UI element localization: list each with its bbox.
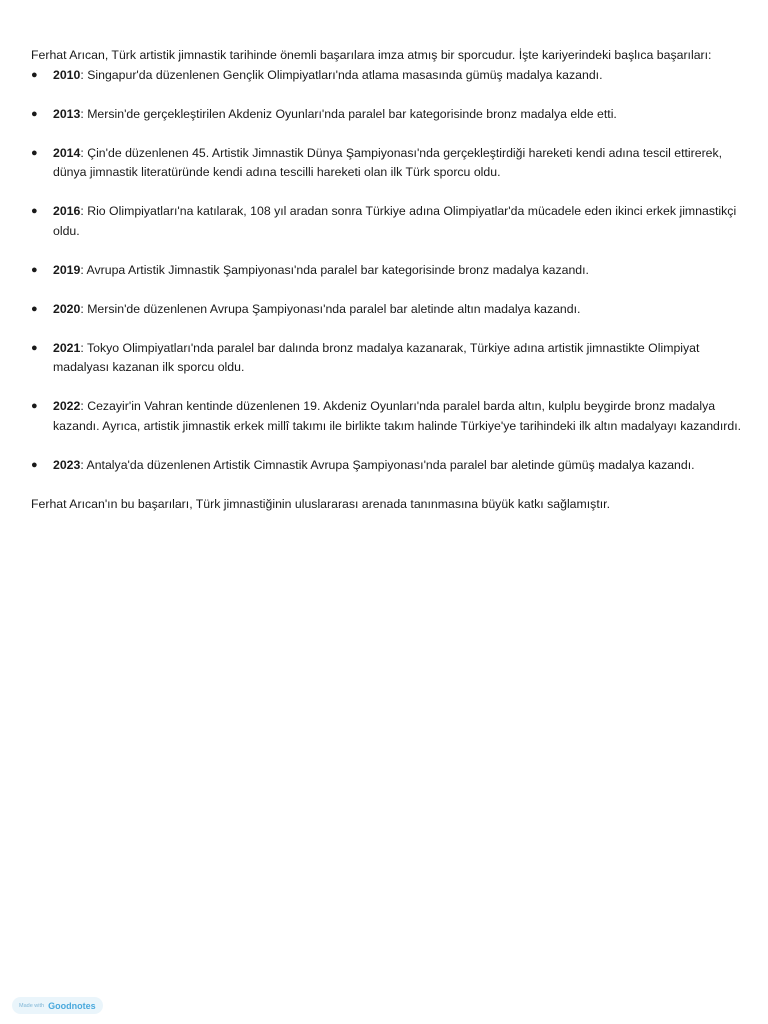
achievement-text: : Rio Olimpiyatları'na katılarak, 108 yıl aradan sonra Türkiye adına Olimpiyatlar'da mücadele eden ikinci erkek jimnastikçi oldu.	[53, 204, 737, 238]
bullet-icon: ●	[31, 302, 38, 315]
achievement-text: : Singapur'da düzenlenen Gençlik Olimpiyatları'nda atlama masasında gümüş madalya kazandı.	[80, 67, 603, 82]
bullet-icon: ●	[31, 458, 38, 471]
achievement-item-2022	[31, 397, 743, 436]
made-with-goodnotes-badge	[12, 997, 103, 1014]
bullet-icon: ●	[31, 205, 38, 217]
achievement-text: : Antalya'da düzenlenen Artistik Cimnastik Avrupa Şampiyonası'nda paralel bar aletinde gümüş madalya kazandı.	[80, 457, 695, 472]
bullet-icon: ●	[31, 263, 38, 276]
bullet-icon: ●	[31, 68, 38, 81]
document-page	[31, 46, 743, 514]
bullet-icon: ●	[31, 341, 38, 354]
achievement-text: : Cezayir'in Vahran kentinde düzenlenen 19. Akdeniz Oyunları'nda paralel barda altın, kulplu beygirde bronz madalya kazandı. Ayrıca, artistik jimnastik erkek millî takımı ile birlikte takım halinde Türkiye'ye tarihindeki ilk altın madalyayı kazandırdı.	[53, 399, 742, 433]
achievement-year: 2014	[53, 145, 81, 160]
achievement-text: : Tokyo Olimpiyatları'nda paralel bar dalında bronz madalya kazanarak, Türkiye adına artistik jimnastikte Olimpiyat madalyası kazanan ilk sporcu oldu.	[53, 340, 700, 374]
achievement-item-2019	[31, 261, 743, 281]
achievement-item-2016	[31, 202, 743, 241]
badge-made-with-label: Made with	[19, 1002, 45, 1009]
achievement-text: : Avrupa Artistik Jimnastik Şampiyonası'nda paralel bar kategorisinde bronz madalya kazandı.	[80, 262, 589, 277]
achievement-text: : Mersin'de gerçekleştirilen Akdeniz Oyunları'nda paralel bar kategorisinde bronz madalya elde etti.	[80, 106, 617, 121]
bullet-icon: ●	[31, 107, 38, 120]
goodnotes-logo: Goodnotes	[48, 1000, 96, 1011]
achievement-item-2021	[31, 339, 743, 378]
intro-paragraph: Ferhat Arıcan, Türk artistik jimnastik tarihinde önemli başarılara imza atmış bir sporcudur. İşte kariyerindeki başlıca başarıları:	[31, 48, 712, 62]
achievement-text: : Çin'de düzenlenen 45. Artistik Jimnastik Dünya Şampiyonası'nda gerçekleştirdiği hareketi kendi adına tescil ettirerek, dünya jimnastik literatüründe kendi adına tescilli hareketi olan ilk Türk sporcu oldu.	[53, 145, 723, 179]
achievement-year: 2013	[53, 106, 81, 121]
achievement-item-2013	[31, 105, 743, 125]
bullet-icon: ●	[31, 400, 38, 412]
achievement-item-2020	[31, 300, 743, 320]
achievement-year: 2021	[53, 340, 81, 355]
achievement-year: 2019	[53, 262, 81, 277]
achievement-item-2014	[31, 144, 743, 183]
achievement-year: 2023	[53, 457, 81, 472]
bullet-icon: ●	[31, 146, 38, 159]
achievement-year: 2010	[53, 67, 81, 82]
achievement-item-2023	[31, 456, 743, 476]
closing-paragraph: Ferhat Arıcan'ın bu başarıları, Türk jimnastiğinin uluslararası arenada tanınmasına büyük katkı sağlamıştır.	[31, 496, 610, 511]
achievement-year: 2022	[53, 399, 81, 413]
achievement-year: 2016	[53, 204, 81, 218]
achievements-list	[31, 66, 743, 476]
achievement-text: : Mersin'de düzenlenen Avrupa Şampiyonası'nda paralel bar aletinde altın madalya kazandı.	[80, 301, 581, 316]
achievement-item-2010	[31, 66, 743, 86]
achievement-year: 2020	[53, 301, 81, 316]
